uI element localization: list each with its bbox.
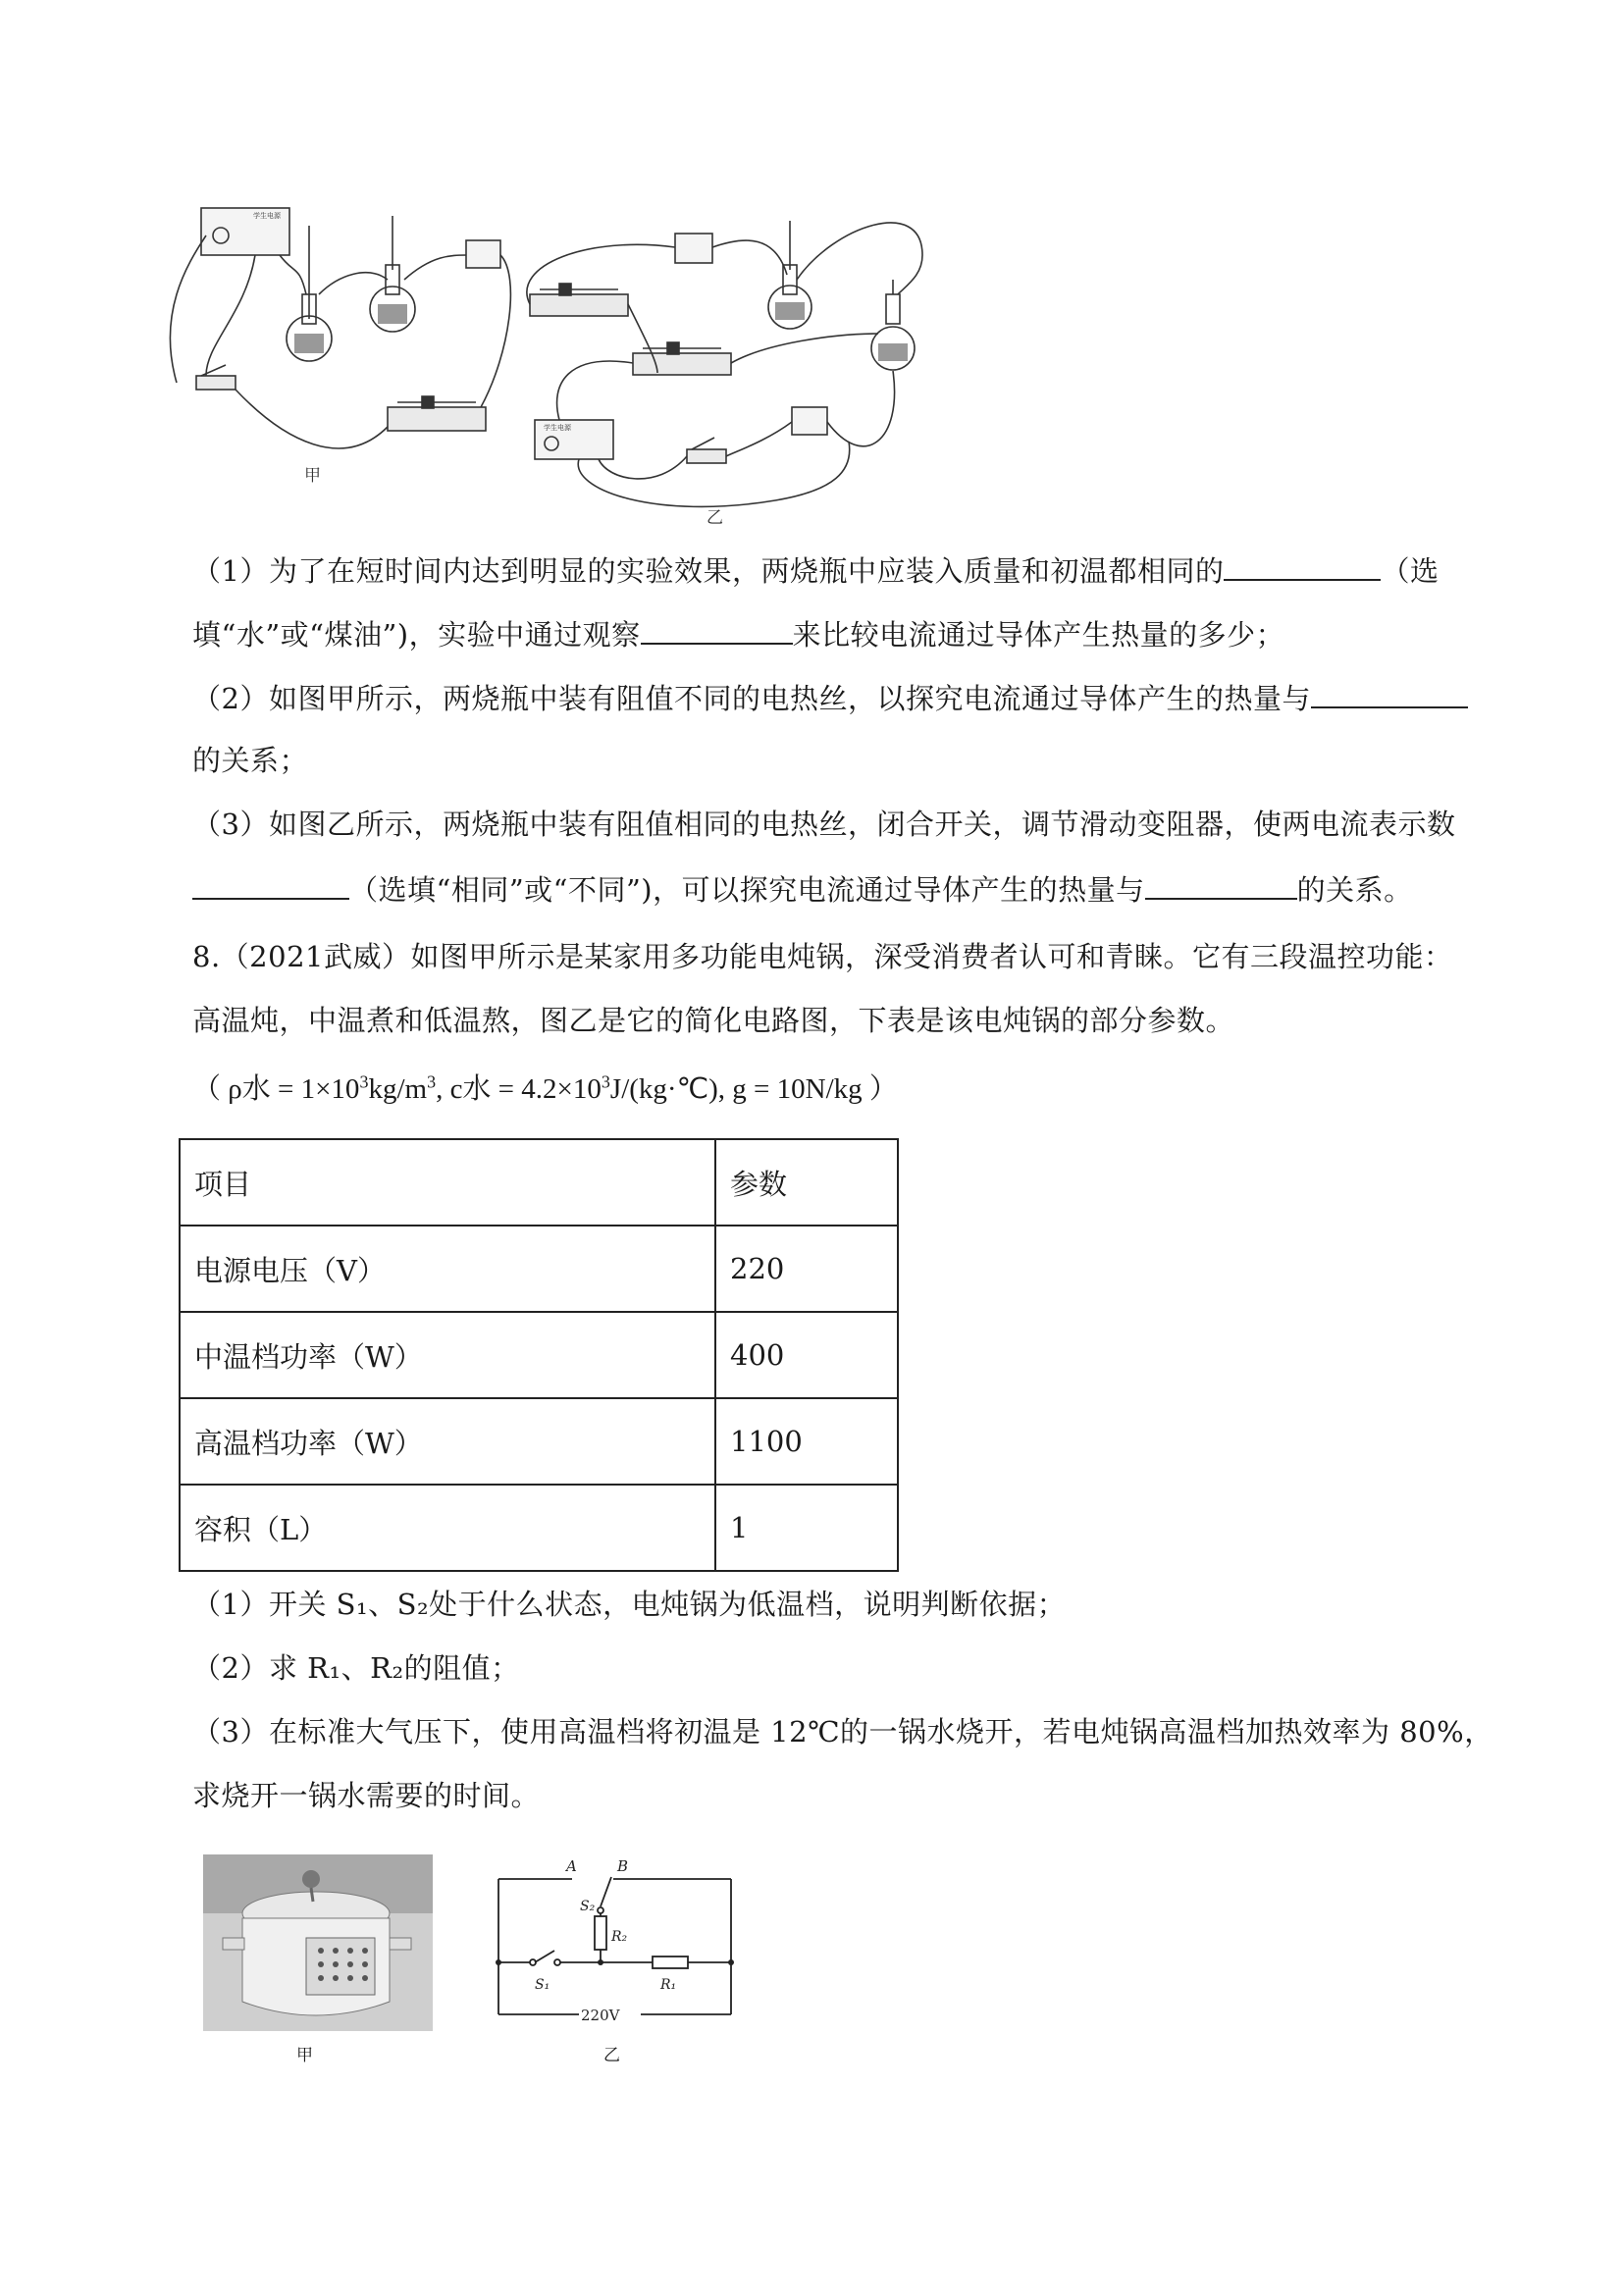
- q8-const-c-unit: J/(kg·℃), g = 10N/kg ）: [609, 1073, 898, 1105]
- rheostat-right-2: [633, 353, 731, 375]
- switch-left: [196, 376, 236, 390]
- q8-sub3-line2: [192, 1776, 540, 1815]
- circuit-label-r1: R₁: [660, 1977, 677, 1993]
- table-cell: 1: [715, 1485, 898, 1571]
- q8-const-c-exp: 3: [601, 1071, 610, 1092]
- q7-p3-text-a: （选填“相同”或“不同”)，可以探究电流通过导体产生的热量与: [349, 873, 1145, 907]
- ammeter-right-2: [792, 407, 827, 435]
- q8-sub3-text-1: （3）在标准大气压下，使用高温档将初温是 12℃的一锅水烧开，若电炖锅高温档加热效率为 80%，: [192, 1715, 1493, 1748]
- q8-sub2-text: （2）求 R₁、R₂的阻值；: [192, 1651, 520, 1685]
- flask-right-1: [768, 221, 812, 329]
- ammeter-right-1: [675, 234, 712, 263]
- q8-const-rho: （ ρ水 = 1×10: [192, 1073, 360, 1105]
- circuit-label-a: A: [566, 1857, 577, 1875]
- q7-p3-text: （3）如图乙所示，两烧瓶中装有阻值相同的电热丝，闭合开关，调节滑动变阻器，使两电流表示数: [192, 808, 1456, 841]
- q7-p1-text-b: （选: [1381, 554, 1440, 588]
- table-cell: 容积（L）: [180, 1485, 715, 1571]
- circuit-label-voltage: 220V: [581, 2007, 620, 2024]
- rheostat-right-1: [530, 294, 628, 316]
- q7-p2-text-end: 的关系；: [192, 744, 309, 777]
- q7-part2-line2: [192, 741, 308, 780]
- circuit-label-b: B: [617, 1857, 629, 1875]
- q8-const-c: , c水 = 4.2×10: [436, 1073, 602, 1105]
- circuit-caption: 乙: [603, 2046, 620, 2065]
- switch-right: [687, 449, 726, 463]
- resistor-r1: [653, 1957, 688, 1968]
- q8-intro-line1: [192, 937, 1452, 976]
- figure-caption-right: 乙: [707, 508, 723, 528]
- q8-sub3-text-2: 求烧开一锅水需要的时间。: [192, 1779, 541, 1812]
- q7-answer-blank-5[interactable]: [1145, 868, 1297, 900]
- cooker-photo: [203, 1854, 433, 2031]
- table-cell: 220: [715, 1226, 898, 1312]
- table-row: [180, 1312, 898, 1398]
- q7-p3-text-b: 的关系。: [1296, 873, 1413, 907]
- table-header-row: [180, 1139, 898, 1226]
- table-row: [180, 1226, 898, 1312]
- table-cell: 高温档功率（W）: [180, 1398, 715, 1485]
- rheostat-left: [388, 407, 486, 431]
- q8-intro-line2: [192, 1001, 1234, 1040]
- table-cell: 1100: [715, 1398, 898, 1485]
- q8-const-rho-unit: kg/m: [368, 1073, 428, 1105]
- table-cell: 中温档功率（W）: [180, 1312, 715, 1398]
- q7-answer-blank-4[interactable]: [192, 868, 349, 900]
- q8-intro-text-1: 8.（2021武威）如图甲所示是某家用多功能电炖锅，深受消费者认可和青睐。它有三段温控功能：: [192, 940, 1453, 973]
- table-cell: 400: [715, 1312, 898, 1398]
- circuit-label-s2: S₂: [580, 1899, 596, 1914]
- q7-p2-text: （2）如图甲所示，两烧瓶中装有阻值不同的电热丝，以探究电流通过导体产生的热量与: [192, 682, 1311, 715]
- parameter-table: [179, 1138, 899, 1572]
- supply-label-right: 学生电源: [544, 424, 571, 432]
- table-row: [180, 1398, 898, 1485]
- experiment-figure: [147, 196, 952, 535]
- q7-answer-blank-1[interactable]: [1224, 549, 1381, 581]
- q8-sub1: [192, 1585, 1066, 1624]
- q8-sub3-line1: [192, 1712, 1493, 1751]
- ammeter-left: [466, 240, 500, 268]
- q7-answer-blank-2[interactable]: [641, 613, 793, 645]
- supply-label-left: 学生电源: [253, 212, 281, 220]
- q7-part1-line2: [192, 613, 1284, 654]
- q7-part2-line1: [192, 677, 1468, 718]
- q7-p1-text-a: （1）为了在短时间内达到明显的实验效果，两烧瓶中应装入质量和初温都相同的: [192, 554, 1225, 588]
- cooker-photo-caption: 甲: [296, 2046, 313, 2065]
- q7-part1-line1: [192, 549, 1439, 591]
- figure-caption-left: 甲: [304, 466, 321, 486]
- q8-constants: [192, 1067, 898, 1107]
- table-header-cell: 参数: [715, 1139, 898, 1226]
- table-row: [180, 1485, 898, 1571]
- q7-part3-line2: [192, 868, 1413, 910]
- q7-answer-blank-3[interactable]: [1311, 677, 1468, 708]
- q7-p1-text-d: 来比较电流通过导体产生热量的多少；: [792, 618, 1285, 652]
- q8-const-rho-exp: 3: [359, 1071, 369, 1092]
- circuit-label-s1: S₁: [535, 1977, 550, 1993]
- q8-intro-text-2: 高温炖，中温煮和低温熬，图乙是它的简化电路图，下表是该电炖锅的部分参数。: [192, 1004, 1235, 1037]
- q8-sub2: [192, 1648, 520, 1688]
- circuit-label-r2: R₂: [611, 1929, 628, 1945]
- circuit-diagram: [486, 1850, 751, 2046]
- q7-part3-line1: [192, 805, 1455, 844]
- flask-right-2: [871, 280, 915, 370]
- flask-left-1: [287, 226, 332, 361]
- resistor-r2: [595, 1916, 606, 1950]
- q8-sub1-text: （1）开关 S₁、S₂处于什么状态，电炖锅为低温档，说明判断依据；: [192, 1588, 1067, 1621]
- table-cell: 电源电压（V）: [180, 1226, 715, 1312]
- q8-const-rho-unit-exp: 3: [427, 1071, 437, 1092]
- table-header-cell: 项目: [180, 1139, 715, 1226]
- q7-p1-text-c: 填“水”或“煤油”)，实验中通过观察: [192, 618, 641, 652]
